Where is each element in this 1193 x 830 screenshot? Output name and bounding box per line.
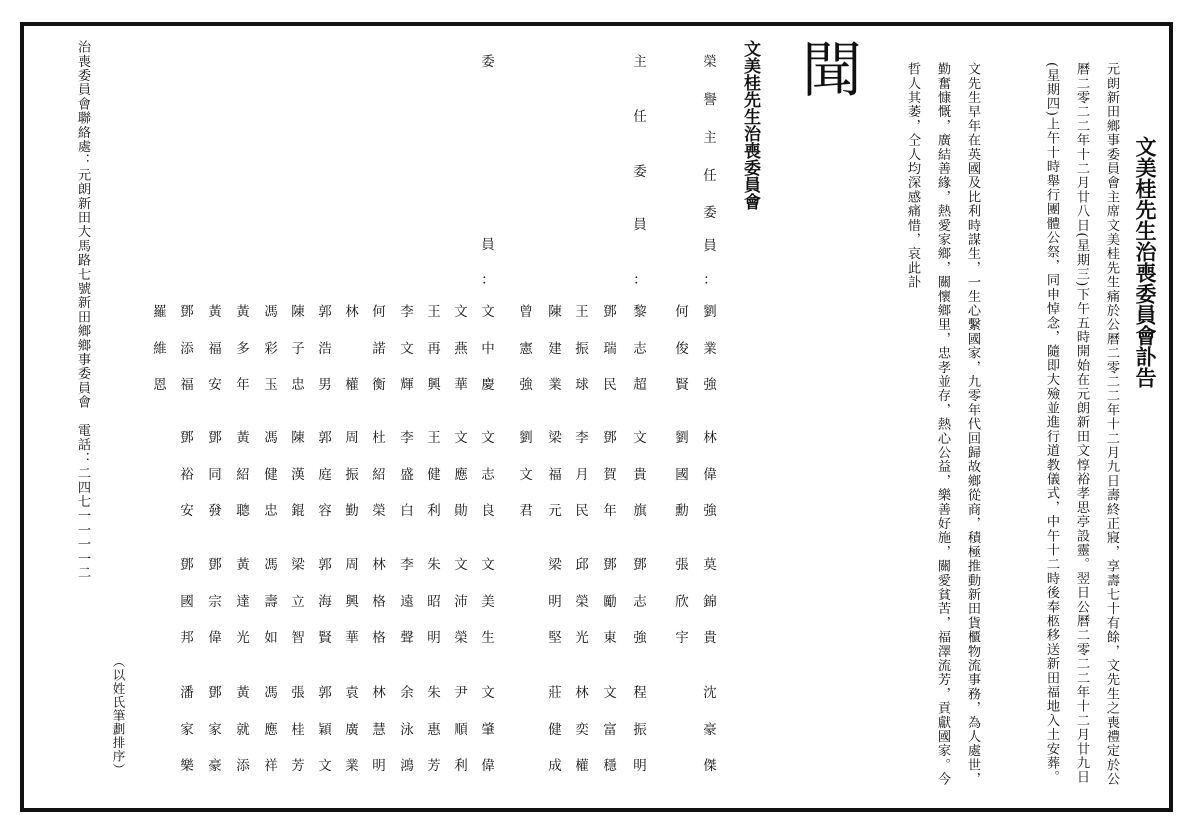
committee-member-name: 林 格 格 bbox=[372, 557, 386, 646]
committee-member-name: 梁 福 元 bbox=[548, 430, 562, 519]
committee-member-name: 文 志 良 bbox=[481, 430, 495, 519]
committee-member-name: 郭 穎 文 bbox=[318, 685, 332, 774]
notice-big-character: 聞 bbox=[792, 38, 862, 98]
committee-member-name: 李 盛 白 bbox=[400, 430, 414, 519]
committee-member-name: 梁 立 智 bbox=[291, 557, 305, 646]
committee-member-name: 張 桂 芳 bbox=[291, 685, 305, 774]
committee-member-name: 王 振 球 bbox=[575, 304, 589, 393]
committee-member-name: 杜 紹 榮 bbox=[372, 430, 386, 519]
committee-member-name: 李 月 民 bbox=[575, 430, 589, 519]
committee-member-name: 馮 彩 玉 bbox=[264, 304, 278, 393]
committee-member-name: 劉 業 強 bbox=[703, 304, 717, 393]
committee-member-name: 文 沛 榮 bbox=[454, 557, 468, 646]
committee-member-name: 程 振 明 bbox=[633, 685, 647, 774]
committee-member-name: 郭 海 賢 bbox=[318, 557, 332, 646]
notice-paragraph-1: 元朗新田鄉事委員會主席文美桂先生痛於公曆二零二二年十二月九日壽終正寢，享壽七十有餘，文先生之喪禮定於公曆二零二二年十二月廿八日(星期三)下午五時開始在元朗新田文惇裕孝思亭設靈。翌日公曆二零二二年十二月廿九日(星期四)上午十時舉行團體公祭，同申悼念，隨即大殮並進行道教儀式，中午十二時後奉柩移送新田福地入土安葬。 bbox=[1044, 62, 1119, 787]
committee-member-name: 文 應 勛 bbox=[454, 430, 468, 519]
committee-member-name: 馮 健 忠 bbox=[264, 430, 278, 519]
committee-member-name: 劉 國 勳 bbox=[675, 430, 689, 519]
committee-member-name: 張 欣 宇 bbox=[675, 557, 689, 646]
committee-member-name: 鄧 志 強 bbox=[633, 557, 647, 646]
committee-member-name: 文 中 慶 bbox=[481, 304, 495, 393]
committee-member-name: 鄧 宗 偉 bbox=[208, 557, 222, 646]
contact-line: 治喪委員會聯絡處：元朗新田大馬路七號新田鄉鄉事委員會 電話：二四七一一一一二 bbox=[75, 40, 90, 580]
committee-member-name: 鄧 賀 年 bbox=[603, 430, 617, 519]
committee-member-name: 黃 達 光 bbox=[236, 557, 250, 646]
sort-note: （以姓氏筆劃排序） bbox=[111, 655, 126, 777]
committee-member-name: 黃 紹 聰 bbox=[236, 430, 250, 519]
committee-member-name: 鄧 家 豪 bbox=[208, 685, 222, 774]
committee-member-name: 朱 昭 明 bbox=[427, 557, 441, 646]
committee-member-name: 郭 庭 容 bbox=[318, 430, 332, 519]
committee-member-name: 莫 錦 貴 bbox=[703, 557, 717, 646]
committee-member-name: 鄧 同 發 bbox=[208, 430, 222, 519]
committee-member-name: 黃 福 安 bbox=[208, 304, 222, 393]
committee-member-name: 梁 明 堅 bbox=[548, 557, 562, 646]
committee-member-name: 林 權 bbox=[345, 304, 359, 393]
committee-member-name: 王 再 興 bbox=[427, 304, 441, 393]
committee-member-name: 郭 浩 男 bbox=[318, 304, 332, 393]
committee-member-name: 文 貴 旗 bbox=[633, 430, 647, 519]
committee-member-name: 鄧 添 福 bbox=[180, 304, 194, 393]
notice-title: 文美桂先生治喪委員會訃告 bbox=[1133, 136, 1157, 388]
committee-member-name: 朱 惠 芳 bbox=[427, 685, 441, 774]
committee-member-name: 鄧 瑞 民 bbox=[603, 304, 617, 393]
committee-member-name: 鄧 裕 安 bbox=[180, 430, 194, 519]
committee-member-name: 文 美 生 bbox=[481, 557, 495, 646]
committee-member-name: 莊 健 成 bbox=[548, 685, 562, 774]
committee-member-name: 陳 子 忠 bbox=[291, 304, 305, 393]
committee-member-name: 尹 順 利 bbox=[454, 685, 468, 774]
committee-member-name: 曾 憲 強 bbox=[519, 304, 533, 393]
committee-member-name: 周 振 勤 bbox=[345, 430, 359, 519]
committee-member-name: 馮 壽 如 bbox=[264, 557, 278, 646]
committee-member-name: 劉 文 君 bbox=[519, 430, 533, 519]
committee-member-name: 陳 建 業 bbox=[548, 304, 562, 393]
committee-member-name: 黎 志 超 bbox=[633, 304, 647, 393]
committee-member-name: 何 俊 賢 bbox=[675, 304, 689, 393]
committee-member-name: 林 偉 強 bbox=[703, 430, 717, 519]
committee-name: 文美桂先生治喪委員會 bbox=[740, 40, 760, 210]
committee-member-name: 文 肇 偉 bbox=[481, 685, 495, 774]
committee-member-name: 李 遠 聲 bbox=[400, 557, 414, 646]
committee-member-name: 袁 廣 業 bbox=[345, 685, 359, 774]
committee-member-name: 林 慧 明 bbox=[372, 685, 386, 774]
committee-member-name: 潘 家 樂 bbox=[180, 685, 194, 774]
committee-member-name: 周 興 華 bbox=[345, 557, 359, 646]
committee-member-name: 馮 應 祥 bbox=[264, 685, 278, 774]
committee-member-name: 李 文 輝 bbox=[400, 304, 414, 393]
committee-member-name: 何 諾 衡 bbox=[372, 304, 386, 393]
committee-member-name: 沈 豪 傑 bbox=[703, 685, 717, 774]
committee-member-name: 文 燕 華 bbox=[454, 304, 468, 393]
committee-member-name: 陳 漢 錕 bbox=[291, 430, 305, 519]
committee-member-name: 鄧 勵 東 bbox=[603, 557, 617, 646]
committee-member-name: 余 泳 鴻 bbox=[400, 685, 414, 774]
committee-member-name: 黃 多 年 bbox=[236, 304, 250, 393]
committee-member-name: 黃 就 添 bbox=[236, 685, 250, 774]
committee-member-name: 邱 榮 光 bbox=[575, 557, 589, 646]
committee-member-name: 羅 維 恩 bbox=[153, 304, 167, 393]
committee-member-name: 文 富 穩 bbox=[603, 685, 617, 774]
committee-member-name: 王 健 利 bbox=[427, 430, 441, 519]
notice-paragraph-2: 文先生早年在英國及比利時謀生，一生心繫國家，九零年代回歸故鄉從商，積極推動新田貨櫃物流事務，為人處世，勤奮慷慨，廣結善緣，熱愛家鄉，關懷鄉里，忠孝並存，熱心公益，樂善好施，關愛貧苦，福澤流芳，貢獻國家。今哲人其萎，仝人均深感痛惜，哀此訃 bbox=[905, 62, 980, 787]
committee-member-name: 林 奕 權 bbox=[575, 685, 589, 774]
committee-member-name: 鄧 國 邦 bbox=[180, 557, 194, 646]
